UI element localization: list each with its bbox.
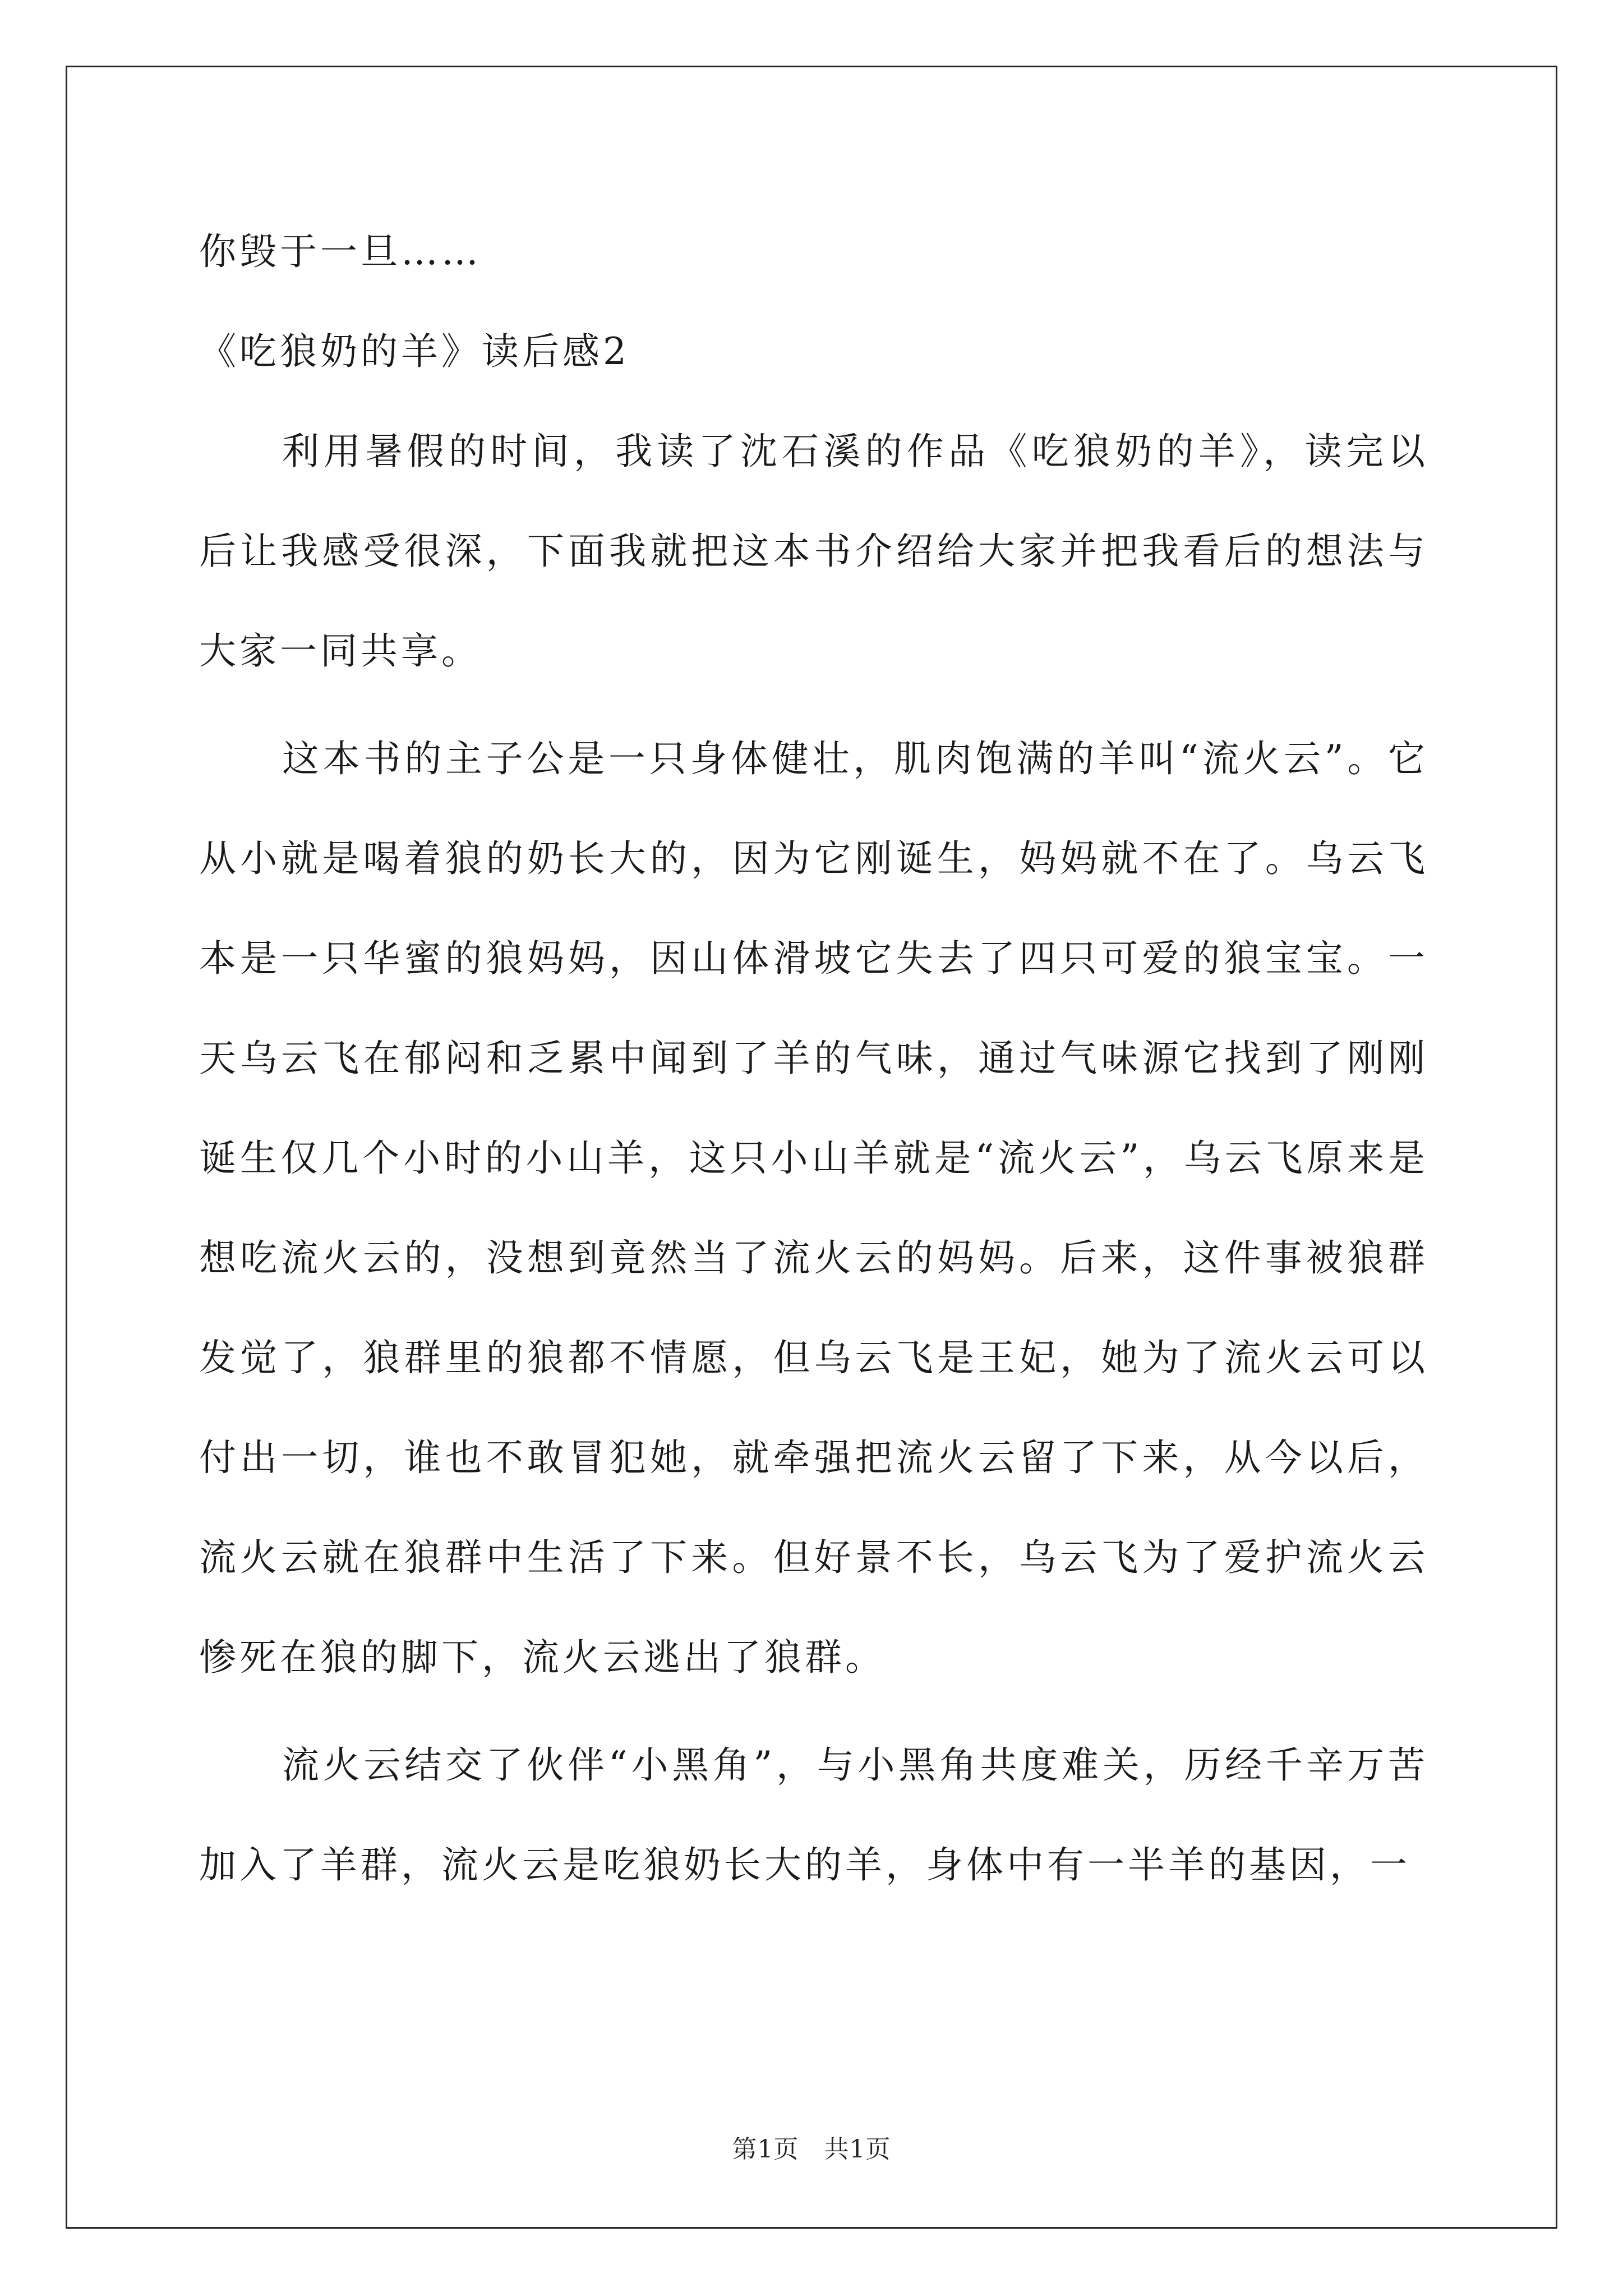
paragraph-3: 流火云结交了伙伴“小黑角”，与小黑角共度难关，历经千辛万苦加入了羊群，流火云是吃狼奶长大的羊，身体中有一半羊的基因，一 xyxy=(199,1743,1428,1887)
document-body xyxy=(199,202,1428,1923)
paragraph-2: 这本书的主子公是一只身体健壮，肌肉饱满的羊叫“流火云”。它从小就是喝着狼的奶长大的，因为它刚诞生，妈妈就不在了。乌云飞本是一只华蜜的狼妈妈，因山体滑坡它失去了四只可爱的狼宝宝。一天乌云飞在郁闷和乏累中闻到了羊的气味，通过气味源它找到了刚刚诞生仅几个小时的小山羊，这只小山羊就是“流火云”，乌云飞原来是想吃流火云的，没想到竟然当了流火云的妈妈。后来，这件事被狼群发觉了，狼群里的狼都不情愿，但乌云飞是王妃，她为了流火云可以付出一切，谁也不敢冒犯她，就牵强把流火云留了下来，从今以后，流火云就在狼群中生活了下来。但好景不长，乌云飞为了爱护流火云惨死在狼的脚下，流火云逃出了狼群。 xyxy=(199,737,1428,1679)
essay-heading: 《吃狼奶的羊》读后感2 xyxy=(199,330,630,373)
paragraph-1: 利用暑假的时间，我读了沈石溪的作品《吃狼奶的羊》，读完以后让我感受很深，下面我就把这本书介绍给大家并把我看后的想法与大家一同共享。 xyxy=(199,430,1428,673)
page-footer: 第1页 共1页 xyxy=(732,2135,891,2164)
opening-line: 你毁于一旦…… xyxy=(199,230,482,273)
